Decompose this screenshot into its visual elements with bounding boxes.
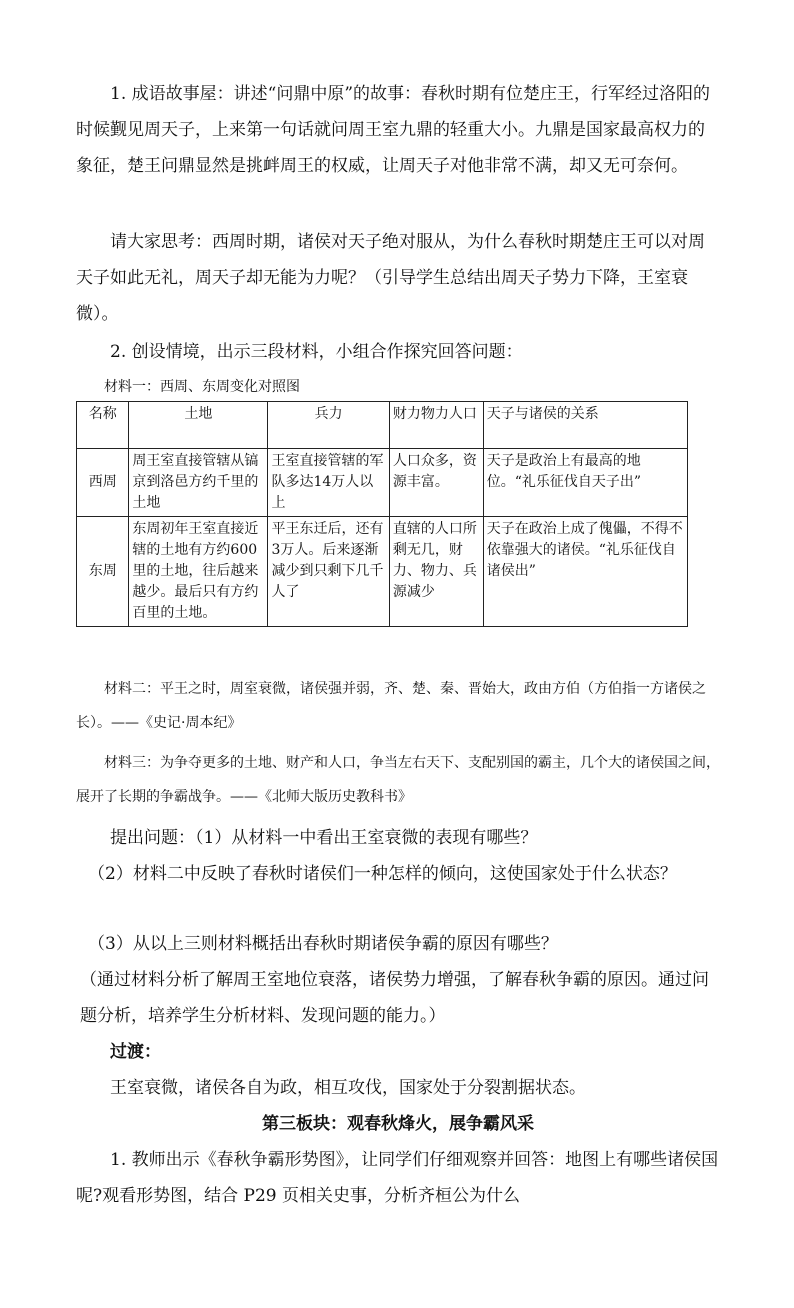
table-header-cell: 天子与诸侯的关系 [483,402,687,449]
section-heading: 第三板块：观春秋烽火，展争霸风采 [262,1114,534,1134]
table-header-cell: 财力物力人口 [389,402,483,449]
comparison-table [76,401,688,627]
transition-label: 过渡： [110,1042,161,1062]
table-cell: 直辖的人口所剩无几，财力、物力、兵源减少 [389,517,483,627]
table-cell-name: 东周 [77,517,129,627]
table-cell: 天子在政治上成了傀儡，不得不依靠强大的诸侯。“礼乐征伐自诸侯出” [483,517,687,627]
paragraph-think-question: 请大家思考：西周时期，诸侯对天子绝对服从，为什么春秋时期楚庄王可以对周天子如此无礼，周天子却无能为力呢？（引导学生总结出周天子势力下降，王室衰微）。 [76,232,705,324]
transition-text: 王室衰微，诸侯各自为政，相互攻伐，国家处于分裂割据状态。 [110,1078,586,1098]
table-cell: 周王室直接管辖从镐京到洛邑方约千里的土地 [129,449,268,517]
material-three: 材料三：为争夺更多的土地、财产和人口，争当左右天下、支配别国的霸主，几个大的诸侯国之间，展开了长期的争霸战争。——《北师大版历史教科书》 [76,755,720,805]
table-cell: 东周初年王室直接近辖的土地有方约600里的土地，往后越来越少。最后只有方约百里的土地。 [129,517,268,627]
table-cell: 平王东迁后，还有3万人。后来逐渐减少到只剩下几千人了 [268,517,389,627]
question-summary: （通过材料分析了解周王室地位衰落，诸侯势力增强，了解春秋争霸的原因。通过问题分析，培养学生分析材料、发现问题的能力。） [80,970,709,1026]
material-two: 材料二：平王之时，周室衰微，诸侯强并弱，齐、楚、秦、晋始大，政由方伯（方伯指一方诸侯之长）。——《史记·周本纪》 [76,681,706,731]
paragraph-idiom-story: 1. 成语故事屋：讲述“问鼎中原”的故事：春秋时期有位楚庄王，行军经过洛阳的时候觐见周天子，上来第一句话就问周王室九鼎的轻重大小。九鼎是国家最高权力的象征，楚王问鼎显然是挑衅周王的权威，让周天子对他非常不满，却又无可奈何。 [76,84,711,176]
table-header-cell: 土地 [129,402,268,449]
table-cell: 人口众多，资源丰富。 [389,449,483,517]
question-two: （2）材料二中反映了春秋时诸侯们一种怎样的倾向，这使国家处于什么状态？ [88,864,677,884]
table-cell-name: 西周 [77,449,129,517]
table-cell: 王室直接管辖的军队多达14万人以上 [268,449,389,517]
table-row [77,517,688,627]
question-one: 提出问题：（1）从材料一中看出王室衰微的表现有哪些？ [110,828,538,848]
table-header-cell: 兵力 [268,402,389,449]
material-one-title: 材料一：西周、东周变化对照图 [104,379,300,395]
table-row [77,449,688,517]
paragraph-map-activity: 1. 教师出示《春秋争霸形势图》，让同学们仔细观察并回答：地图上有哪些诸侯国呢?观看形势图，结合 P29 页相关史事，分析齐桓公为什么 [76,1150,719,1206]
table-header-row [77,402,688,449]
table-cell: 天子是政治上有最高的地位。“礼乐征伐自天子出” [483,449,687,517]
paragraph-create-scene: 2. 创设情境，出示三段材料，小组合作探究回答问题： [110,342,523,362]
question-three: （3）从以上三则材料概括出春秋时期诸侯争霸的原因有哪些？ [88,934,558,954]
table-header-cell: 名称 [77,402,129,449]
